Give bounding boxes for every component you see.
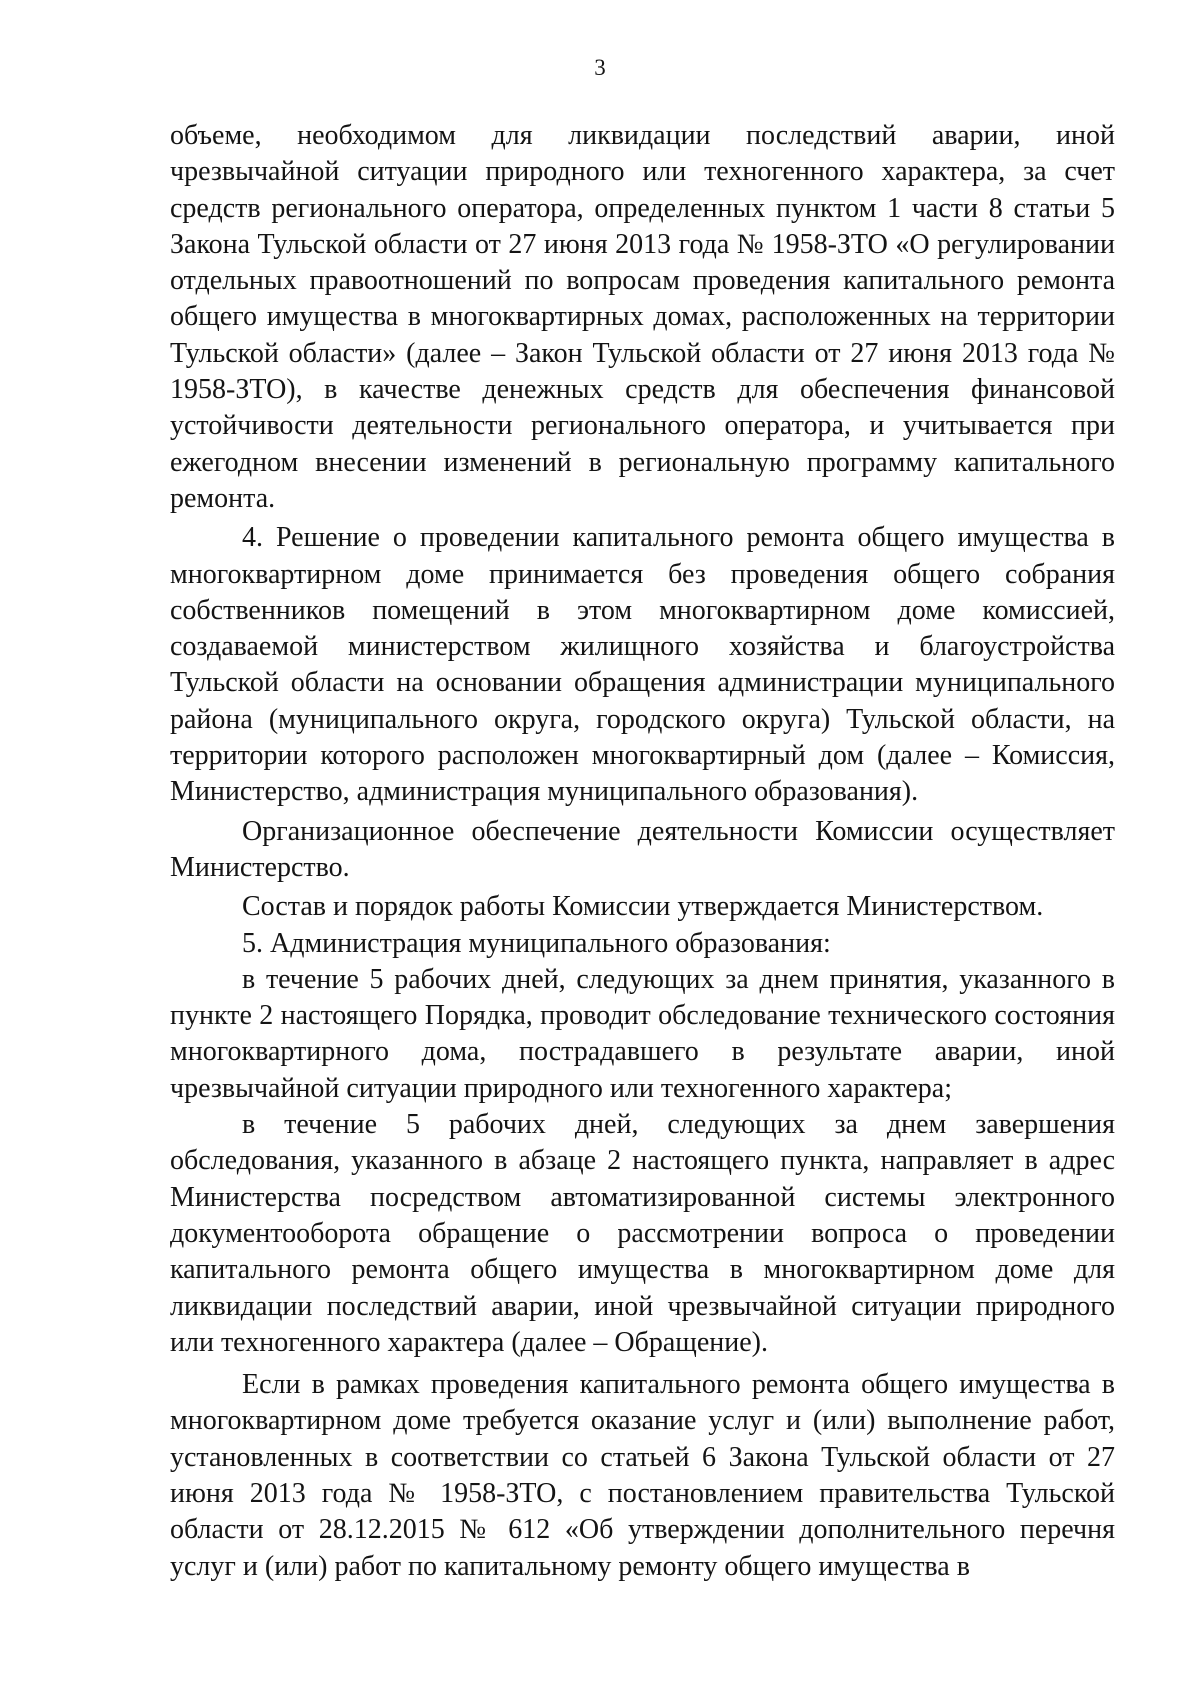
document-body bbox=[170, 118, 1115, 1585]
page-number: 3 bbox=[594, 55, 606, 80]
paragraph-appeal: в течение 5 рабочих дней, следующих за днем завершения обследования, указанного в абзаце 2 настоящего пункта, направляет в адрес Министерства посредством автоматизированной системы электронного документооборота обращение о рассмотрении вопроса о проведении капитального ремонта общего имущества в многоквартирном доме для ликвидации последствий аварии, иной чрезвычайной ситуации природного или техногенного характера (далее – Обращение). bbox=[170, 1109, 1115, 1358]
paragraph-continuation: объеме, необходимом для ликвидации последствий аварии, иной чрезвычайной ситуации природного или техногенного характера, за счет средств регионального оператора, определенных пунктом 1 части 8 статьи 5 Закона Тульской области от 27 июня 2013 года № 1958-ЗТО «О регулировании отдельных правоотношений по вопросам проведения капитального ремонта общего имущества в многоквартирных домах, расположенных на территории Тульской области» (далее – Закон Тульской области от 27 июня 2013 года № 1958-ЗТО), в качестве денежных средств для обеспечения финансовой устойчивости деятельности регионального оператора, и учитывается при ежегодном внесении изменений в региональную программу капитального ремонта. bbox=[170, 120, 1115, 514]
paragraph-additional-services: Если в рамках проведения капитального ремонта общего имущества в многоквартирном доме требуется оказание услуг и (или) выполнение работ, установленных в соответствии со статьей 6 Закона Тульской области от 27 июня 2013 года № 1958-ЗТО, с постановлением правительства Тульской области от 28.12.2015 № 612 «Об утверждении дополнительного перечня услуг и (или) работ по капитальному ремонту общего имущества в bbox=[170, 1369, 1115, 1582]
paragraph-commission-composition: Состав и порядок работы Комиссии утверждается Министерством. bbox=[242, 891, 1044, 923]
paragraph-item-4: 4. Решение о проведении капитального ремонта общего имущества в многоквартирном доме принимается без проведения общего собрания собственников помещений в этом многоквартирном доме комиссией, создаваемой министерством жилищного хозяйства и благоустройства Тульской области на основании обращения администрации муниципального района (муниципального округа, городского округа) Тульской области, на территории которого расположен многоквартирный дом (далее – Комиссия, Министерство, администрация муниципального образования). bbox=[170, 522, 1115, 808]
paragraph-organizational-support: Организационное обеспечение деятельности Комиссии осуществляет Министерство. bbox=[170, 815, 1115, 883]
paragraph-item-5: 5. Администрация муниципального образования: bbox=[242, 927, 831, 959]
paragraph-inspection: в течение 5 рабочих дней, следующих за днем принятия, указанного в пункте 2 настоящего Порядка, проводит обследование технического состояния многоквартирного дома, пострадавшего в результате аварии, иной чрезвычайной ситуации природного или техногенного характера; bbox=[170, 963, 1115, 1104]
